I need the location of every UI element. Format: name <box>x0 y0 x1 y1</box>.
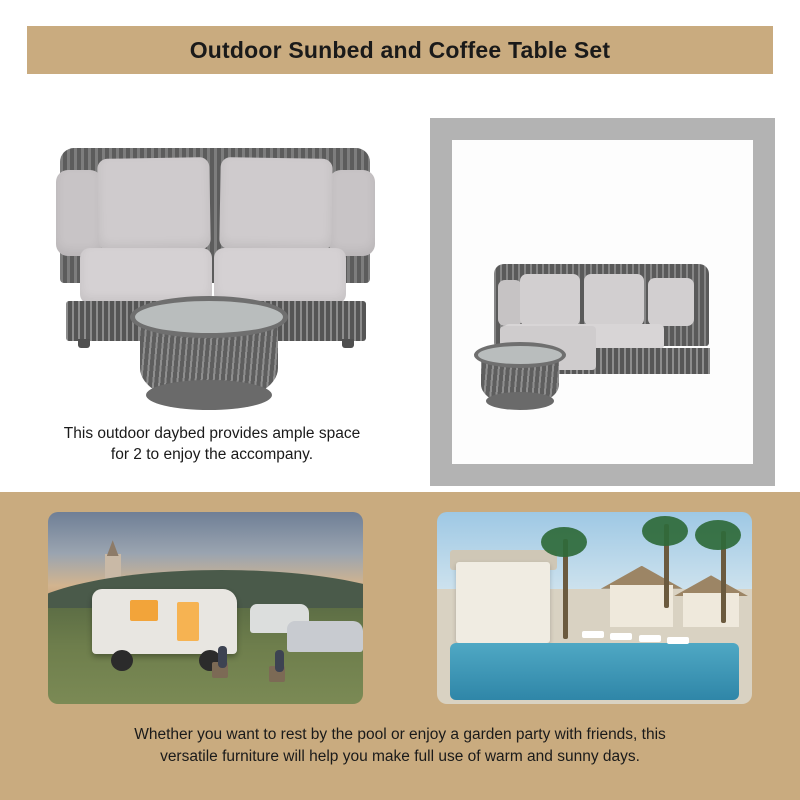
photo-coffee-table <box>474 342 566 416</box>
daybed-foot <box>342 339 354 348</box>
left-caption-line-1: This outdoor daybed provides ample space <box>63 425 361 442</box>
coffee-table-base <box>146 380 272 410</box>
resort-photo <box>437 512 752 704</box>
left-caption-line-2: for 2 to enjoy the accompany. <box>110 445 314 463</box>
palm-fronds <box>642 516 688 546</box>
lower-section <box>0 492 800 800</box>
coffee-table-glass-top <box>130 296 288 338</box>
lower-caption <box>40 724 760 769</box>
daybed-arm-cushion-right <box>329 170 375 256</box>
camp-person <box>218 646 227 668</box>
page-title: Outdoor Sunbed and Coffee Table Set <box>189 36 611 63</box>
camp-rv <box>92 589 237 654</box>
lower-caption-line-2: versatile furniture will help you make full use of warm and sunny days. <box>160 748 640 766</box>
resort-pool <box>450 643 740 701</box>
daybed-back-cushion-right <box>219 157 333 251</box>
palm-fronds <box>695 520 741 550</box>
framed-photo-inner <box>452 140 753 464</box>
framed-product-photo <box>430 118 775 486</box>
camp-rv-door <box>177 602 199 640</box>
daybed-foot <box>78 339 90 348</box>
photo-back-cushion-1 <box>520 274 580 326</box>
camp-car <box>287 621 363 652</box>
coffee-table-illustration <box>130 296 288 414</box>
camp-person <box>275 650 284 672</box>
upper-section <box>0 74 800 490</box>
campsite-photo <box>48 512 363 704</box>
pool-lounger <box>610 633 632 640</box>
daybed-back-cushion-left <box>97 157 211 251</box>
pool-lounger <box>667 637 689 644</box>
resort-hut <box>683 593 740 628</box>
title-banner <box>27 26 773 74</box>
photo-arm-cushion <box>498 280 522 326</box>
daybed-arm-cushion-left <box>56 170 102 256</box>
camp-rv-window <box>130 600 158 621</box>
photo-coffee-table-base <box>486 392 554 410</box>
lower-caption-line-1: Whether you want to rest by the pool or enjoy a garden party with friends, this <box>134 726 666 743</box>
pool-lounger <box>582 631 604 638</box>
photo-back-cushion-2 <box>584 274 644 326</box>
left-caption <box>12 424 412 466</box>
photo-back-cushion-3 <box>648 278 694 326</box>
resort-villa <box>456 562 551 643</box>
left-panel <box>12 104 412 479</box>
pool-lounger <box>639 635 661 642</box>
photo-coffee-table-top <box>474 342 566 368</box>
